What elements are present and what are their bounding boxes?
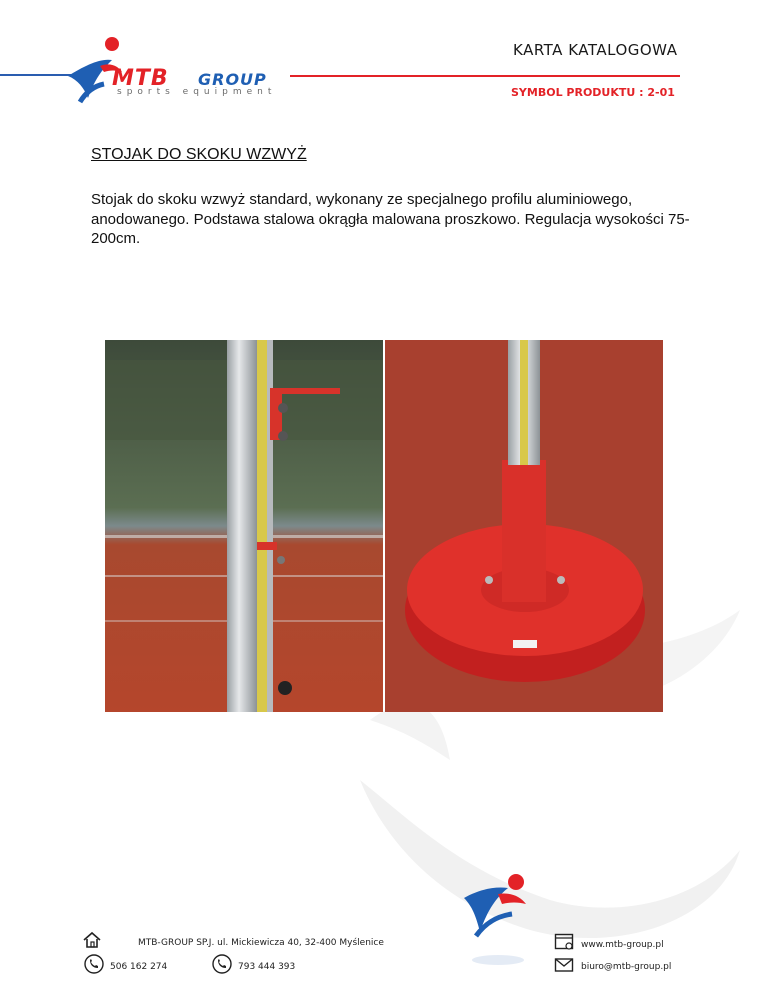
product-title: STOJAK DO SKOKU WZWYŻ xyxy=(91,146,307,163)
product-photo-base xyxy=(385,340,663,712)
phone-number-2[interactable]: 793 444 393 xyxy=(238,962,296,972)
email-link[interactable]: biuro@mtb-group.pl xyxy=(581,962,672,972)
phone-number-1[interactable]: 506 162 274 xyxy=(110,962,168,972)
phone-icon xyxy=(84,954,104,974)
logo-group-text: GROUP xyxy=(198,70,267,89)
document-title: KARTA KATALOGOWA xyxy=(513,41,678,59)
product-description: Stojak do skoku wzwyż standard, wykonany ze specjalnego profilu aluminiowego, anodowanego. Podstawa stalowa okrągła malowana proszkowo. Regulacja wysokości 75-200cm. xyxy=(91,191,690,247)
header-line-right xyxy=(290,75,680,77)
company-address: MTB-GROUP SP.J. ul. Mickiewicza 40, 32-400 Myślenice xyxy=(138,938,384,948)
website-link[interactable]: www.mtb-group.pl xyxy=(581,940,664,950)
phone-icon xyxy=(212,954,232,974)
product-symbol: SYMBOL PRODUKTU : 2-01 xyxy=(511,86,675,99)
footer-logo xyxy=(458,872,548,972)
product-photo-upright xyxy=(105,340,383,712)
logo-brand-text: MTB xyxy=(112,66,169,91)
home-icon xyxy=(82,930,102,950)
logo-tagline: sports equipment xyxy=(117,87,277,97)
web-icon xyxy=(554,932,574,952)
mail-icon xyxy=(554,955,574,975)
